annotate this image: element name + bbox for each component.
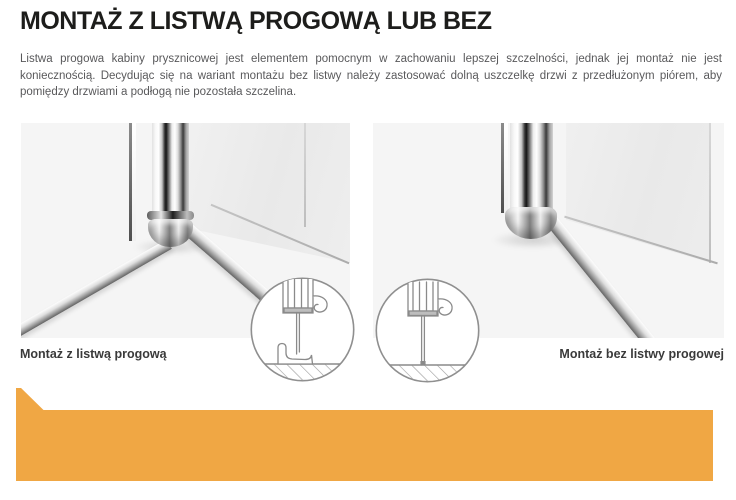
cross-section-without-threshold-diagram [374, 277, 481, 384]
intro-paragraph: Listwa progowa kabiny prysznicowej jest elementem pomocnym w zachowaniu lepszej szczelności, jednak jej montaż nie jest koniecznością. Decydując się na wariant montażu bez listwy należy zastosować dolną uszczelkę drzwi z przedłużonym piórem, aby pomiędzy drzwiami a podłogą nie pozostała szczelina. [20, 53, 722, 98]
glass-highlight [132, 123, 136, 241]
wall-corner-edge [304, 123, 306, 227]
chrome-profile-column [510, 123, 553, 217]
note-banner [16, 410, 713, 481]
caption-without-threshold: Montaż bez listwy progowej [559, 347, 724, 361]
page-title: MONTAŻ Z LISTWĄ PROGOWĄ LUB BEZ [20, 7, 492, 35]
caption-with-threshold: Montaż z listwą progową [20, 347, 167, 361]
glass-highlight [504, 123, 508, 213]
cross-section-with-threshold-diagram [249, 276, 356, 383]
wall-corner-edge [709, 123, 711, 263]
threshold-strip-chrome [21, 239, 172, 338]
seal-with-threshold-drawing [249, 276, 356, 383]
note-banner-ribbon-tail [16, 388, 44, 411]
seal-without-threshold-drawing [374, 277, 481, 384]
